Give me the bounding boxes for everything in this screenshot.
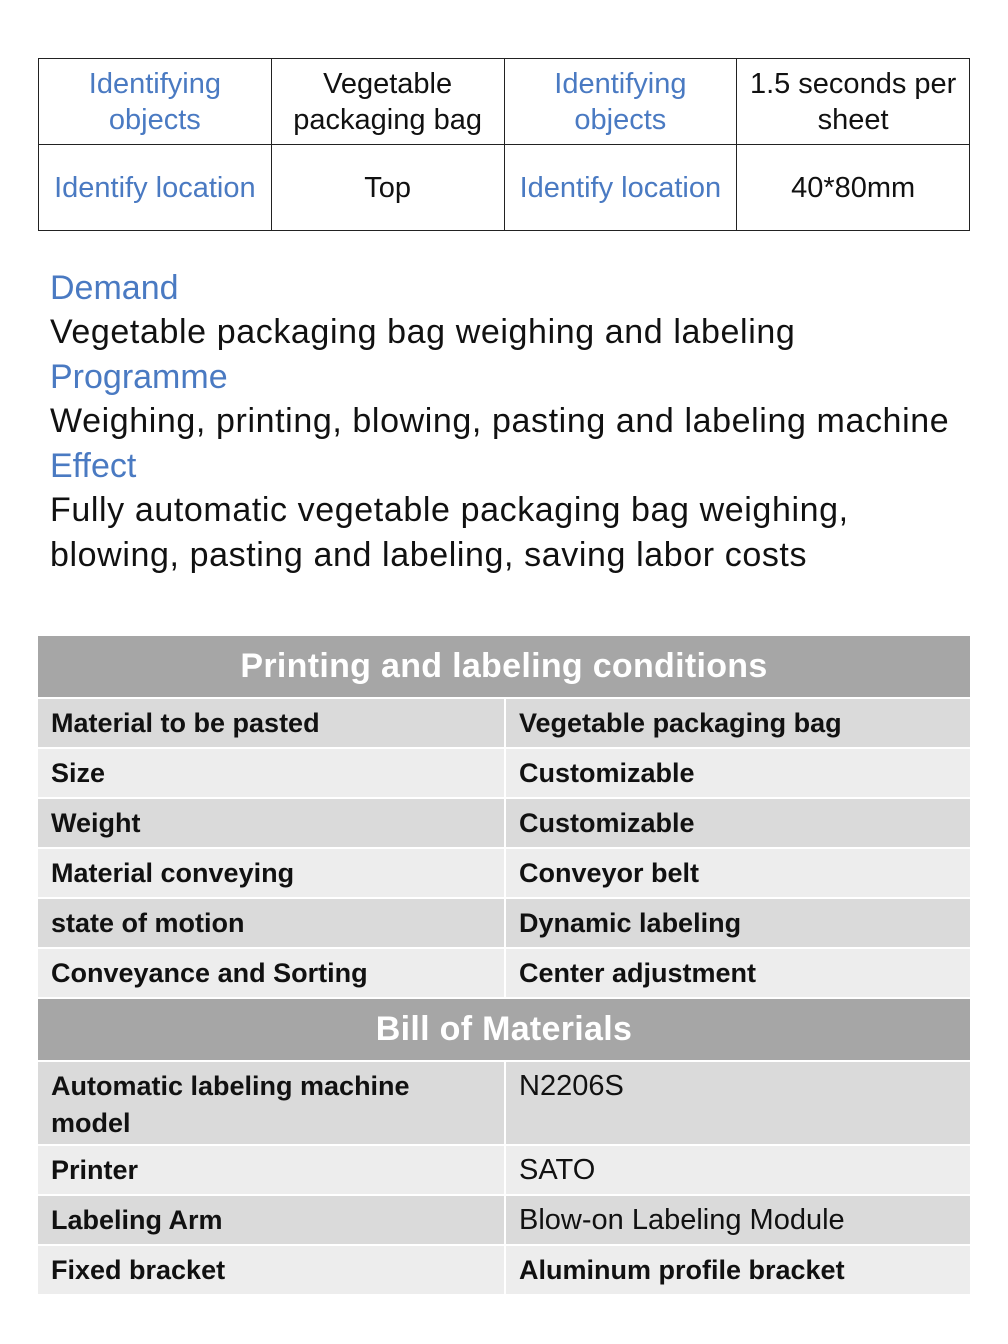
info-row [39, 59, 970, 145]
spec-table [38, 636, 970, 1294]
condition-value: Center adjustment [504, 949, 970, 997]
info-label: Identifying objects [39, 59, 272, 145]
condition-value: Customizable [504, 799, 970, 847]
material-value: SATO [504, 1146, 970, 1194]
description-section [50, 266, 970, 578]
demand-heading: Demand [50, 269, 179, 307]
table-row [38, 897, 970, 947]
condition-value: Customizable [504, 749, 970, 797]
table-row [38, 847, 970, 897]
material-label: Labeling Arm [38, 1196, 504, 1244]
effect-text: Fully automatic vegetable packaging bag weighing, blowing, pasting and labeling, saving labor costs [50, 491, 849, 574]
condition-value: Conveyor belt [504, 849, 970, 897]
material-value: Aluminum profile bracket [504, 1246, 970, 1294]
material-value: N2206S [504, 1062, 970, 1144]
conditions-title: Printing and labeling conditions [38, 636, 970, 697]
condition-label: Size [38, 749, 504, 797]
material-label: Automatic labeling machine model [38, 1062, 504, 1144]
material-label: Fixed bracket [38, 1246, 504, 1294]
material-value: Blow-on Labeling Module [504, 1196, 970, 1244]
table-row [38, 1060, 970, 1144]
info-value: Top [271, 145, 504, 231]
info-row [39, 145, 970, 231]
table-row [38, 747, 970, 797]
table-row [38, 1194, 970, 1244]
demand-text: Vegetable packaging bag weighing and labeling [50, 313, 796, 351]
info-label: Identify location [39, 145, 272, 231]
condition-value: Dynamic labeling [504, 899, 970, 947]
table-row [38, 947, 970, 997]
table-row [38, 1144, 970, 1194]
table-row [38, 1244, 970, 1294]
table-row [38, 697, 970, 747]
info-label: Identifying objects [504, 59, 737, 145]
materials-title: Bill of Materials [38, 997, 970, 1060]
condition-label: Material to be pasted [38, 699, 504, 747]
info-value: Vegetable packaging bag [271, 59, 504, 145]
info-label: Identify location [504, 145, 737, 231]
condition-label: Weight [38, 799, 504, 847]
info-value: 40*80mm [737, 145, 970, 231]
effect-heading: Effect [50, 447, 137, 485]
table-row [38, 797, 970, 847]
condition-label: Conveyance and Sorting [38, 949, 504, 997]
condition-value: Vegetable packaging bag [504, 699, 970, 747]
programme-text: Weighing, printing, blowing, pasting and labeling machine [50, 402, 950, 440]
material-label: Printer [38, 1146, 504, 1194]
condition-label: state of motion [38, 899, 504, 947]
info-table [38, 58, 970, 231]
programme-heading: Programme [50, 358, 228, 396]
condition-label: Material conveying [38, 849, 504, 897]
info-value: 1.5 seconds per sheet [737, 59, 970, 145]
